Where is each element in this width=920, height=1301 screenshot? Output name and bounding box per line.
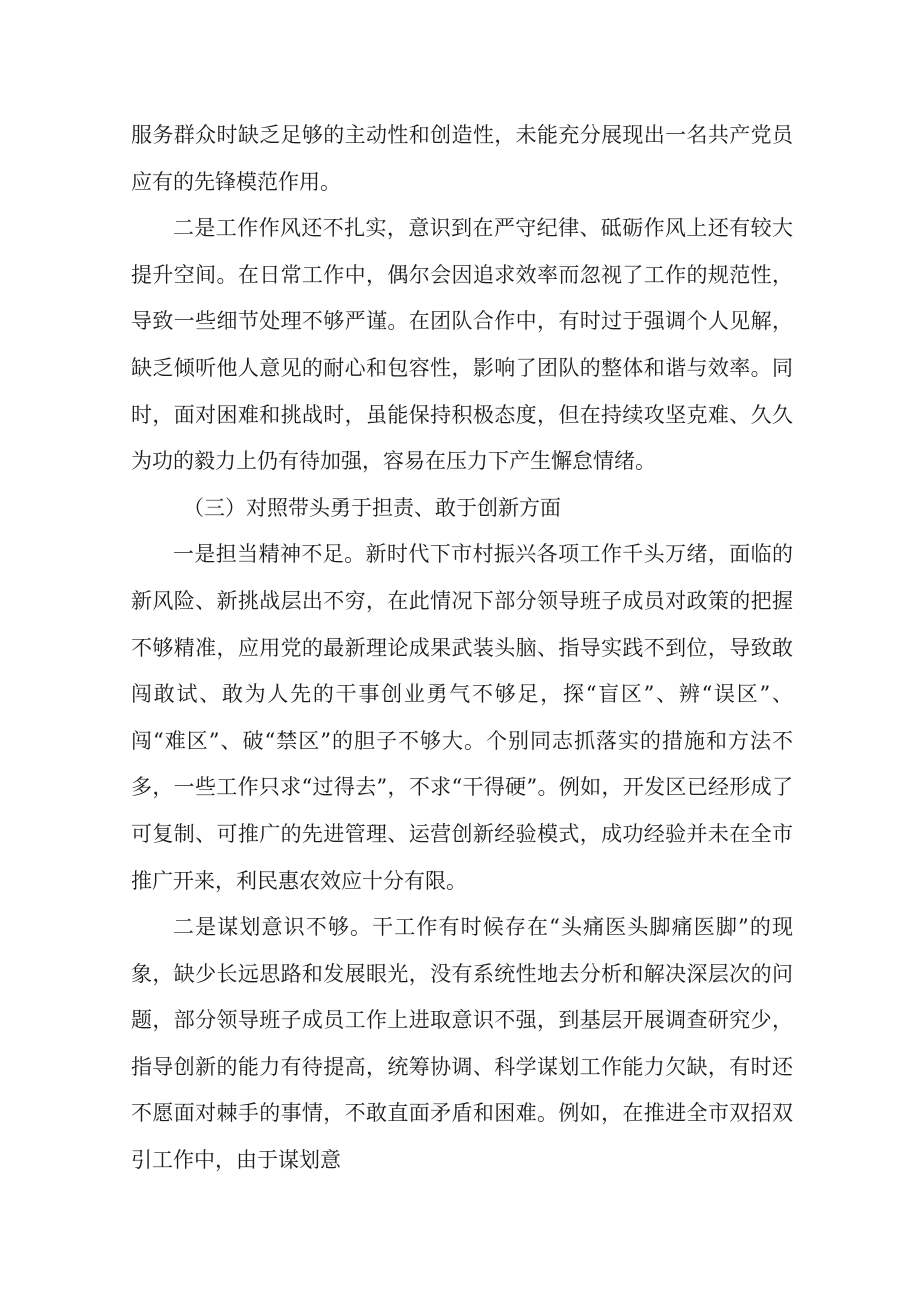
section-heading-responsibility-innovation: （三）对照带头勇于担责、敢于创新方面 xyxy=(183,495,561,520)
paragraph-planning: 二是谋划意识不够。干工作有时候存在“头痛医头脚痛医脚”的现象，缺少长远思路和发展眼光，没有系统性地去分析和解决深层次的问题，部分领导班子成员工作上进取意识不强，到基层开展调查研究少，指导创新的能力有待提高，统筹协调、科学谋划工作能力欠缺，有时还不愿面对棘手的事情，不敢直面矛盾和困难。例如，在推进全市双招双引工作中，由于谋划意 xyxy=(131,915,793,1173)
paragraph-work-style: 二是工作作风还不扎实，意识到在严守纪律、砥砺作风上还有较大提升空间。在日常工作中，偶尔会因追求效率而忽视了工作的规范性，导致一些细节处理不够严谨。在团队合作中，有时过于强调个人见解，缺乏倾听他人意见的耐心和包容性，影响了团队的整体和谐与效率。同时，面对困难和挑战时，虽能保持积极态度，但在持续攻坚克难、久久为功的毅力上仍有待加强，容易在压力下产生懈怠情绪。 xyxy=(131,216,793,474)
paragraph-responsibility: 一是担当精神不足。新时代下市村振兴各项工作千头万绪，面临的新风险、新挑战层出不穷，在此情况下部分领导班子成员对政策的把握不够精准，应用党的最新理论成果武装头脑、指导实践不到位，导致敢闯敢试、敢为人先的干事创业勇气不够足，探“盲区”、辨“误区”、闯“难区”、破“禁区”的胆子不够大。个别同志抓落实的措施和方法不多，一些工作只求“过得去”，不求“干得硬”。例如，开发区已经形成了可复制、可推广的先进管理、运营创新经验模式，成功经验并未在全市推广开来，利民惠农效应十分有限。 xyxy=(131,542,793,893)
document-body xyxy=(131,112,793,1184)
paragraph-continuation: 服务群众时缺乏足够的主动性和创造性，未能充分展现出一名共产党员应有的先锋模范作用。 xyxy=(131,123,793,194)
